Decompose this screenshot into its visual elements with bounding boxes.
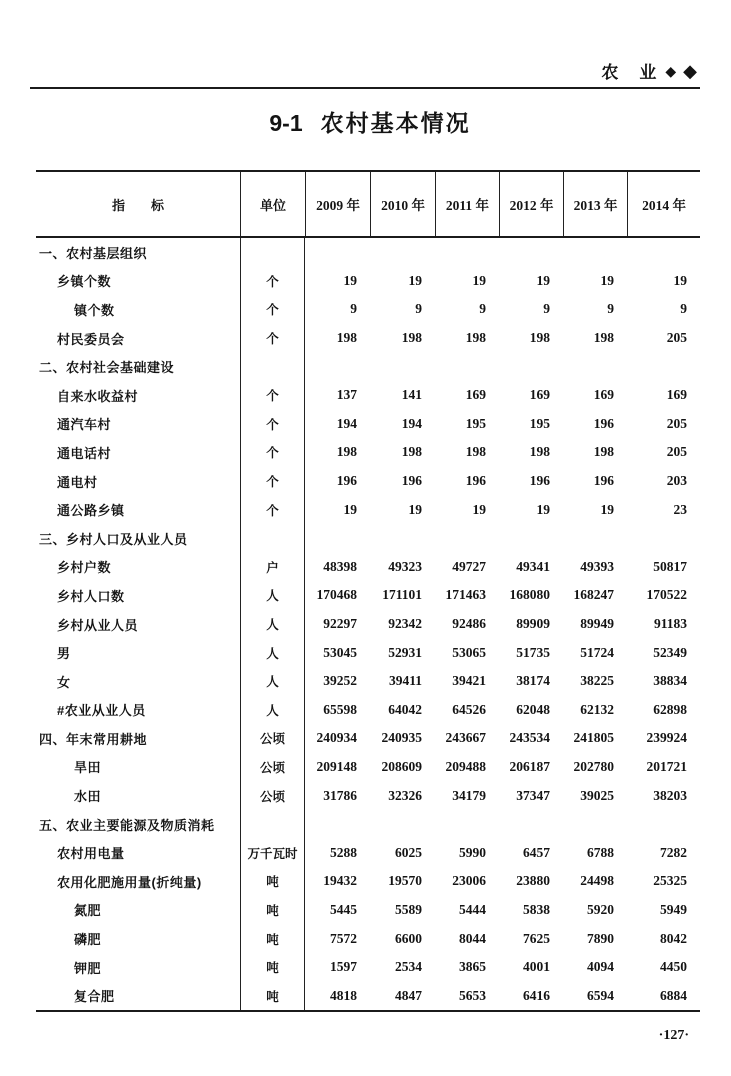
value-cell: 23 bbox=[673, 501, 687, 517]
indicator-cell: 五、农业主要能源及物质消耗 bbox=[39, 817, 215, 833]
value-cell bbox=[563, 810, 627, 839]
value-cell: 5653 bbox=[459, 987, 486, 1003]
value-cell bbox=[435, 238, 499, 267]
unit-cell bbox=[240, 524, 305, 553]
indicator-cell: 四、年末常用耕地 bbox=[39, 731, 148, 747]
header-year: 2009 年 bbox=[305, 172, 370, 236]
value-cell: 7572 bbox=[330, 930, 357, 946]
indicator-cell: 村民委员会 bbox=[57, 331, 125, 347]
value-cell: 9 bbox=[479, 301, 486, 317]
table-row bbox=[36, 638, 700, 667]
table-row bbox=[36, 610, 700, 639]
header-year: 2011 年 bbox=[435, 172, 499, 236]
unit-cell: 个 bbox=[240, 295, 305, 324]
unit-cell: 人 bbox=[240, 638, 305, 667]
value-cell: 137 bbox=[336, 387, 357, 403]
indicator-cell: 旱田 bbox=[74, 760, 102, 776]
value-cell: 8042 bbox=[660, 930, 687, 946]
table-row bbox=[36, 896, 700, 925]
value-cell: 31786 bbox=[323, 787, 357, 803]
value-cell: 91183 bbox=[653, 616, 687, 632]
unit-cell: 吨 bbox=[240, 953, 305, 982]
value-cell: 7890 bbox=[587, 930, 614, 946]
value-cell bbox=[305, 810, 370, 839]
value-cell: 62048 bbox=[516, 701, 550, 717]
unit-cell: 人 bbox=[240, 610, 305, 639]
indicator-cell: 通公路乡镇 bbox=[57, 503, 125, 519]
value-cell: 9 bbox=[607, 301, 614, 317]
value-cell: 23880 bbox=[516, 873, 550, 889]
value-cell: 206187 bbox=[509, 758, 550, 774]
value-cell: 7625 bbox=[523, 930, 550, 946]
header-year: 2013 年 bbox=[563, 172, 627, 236]
value-cell: 5445 bbox=[330, 901, 357, 917]
value-cell: 19 bbox=[408, 501, 422, 517]
table-row bbox=[36, 381, 700, 410]
value-cell bbox=[435, 810, 499, 839]
value-cell: 1597 bbox=[330, 959, 357, 975]
table-row bbox=[36, 953, 700, 982]
indicator-cell: 农村用电量 bbox=[57, 846, 125, 862]
table-row bbox=[36, 753, 700, 782]
value-cell: 195 bbox=[529, 415, 550, 431]
value-cell: 6884 bbox=[660, 987, 687, 1003]
value-cell: 196 bbox=[401, 473, 422, 489]
value-cell: 19 bbox=[472, 272, 486, 288]
unit-cell: 吨 bbox=[240, 924, 305, 953]
indicator-cell: 三、乡村人口及从业人员 bbox=[39, 531, 188, 547]
value-cell: 168080 bbox=[509, 587, 550, 603]
unit-cell: 个 bbox=[240, 438, 305, 467]
value-cell: 19 bbox=[536, 501, 550, 517]
value-cell: 203 bbox=[666, 473, 687, 489]
unit-cell: 吨 bbox=[240, 867, 305, 896]
value-cell: 196 bbox=[529, 473, 550, 489]
value-cell: 48398 bbox=[323, 558, 357, 574]
value-cell: 19 bbox=[472, 501, 486, 517]
value-cell: 39252 bbox=[323, 673, 357, 689]
value-cell: 196 bbox=[336, 473, 357, 489]
value-cell: 240934 bbox=[316, 730, 357, 746]
value-cell bbox=[563, 238, 627, 267]
table-number: 9-1 bbox=[269, 110, 303, 136]
value-cell: 39025 bbox=[580, 787, 614, 803]
table-row bbox=[36, 581, 700, 610]
indicator-cell: 乡村户数 bbox=[57, 560, 112, 576]
value-cell: 208609 bbox=[381, 758, 422, 774]
value-cell: 194 bbox=[336, 415, 357, 431]
table-header-row bbox=[36, 170, 700, 238]
value-cell: 170522 bbox=[646, 587, 687, 603]
unit-cell bbox=[240, 238, 305, 267]
value-cell: 4094 bbox=[587, 959, 614, 975]
value-cell: 64042 bbox=[388, 701, 422, 717]
value-cell: 198 bbox=[401, 444, 422, 460]
value-cell: 198 bbox=[529, 444, 550, 460]
table-row bbox=[36, 467, 700, 496]
value-cell: 49393 bbox=[580, 558, 614, 574]
table-body bbox=[36, 238, 700, 1012]
unit-cell: 公顷 bbox=[240, 753, 305, 782]
value-cell bbox=[499, 352, 563, 381]
value-cell: 4450 bbox=[660, 959, 687, 975]
value-cell: 198 bbox=[465, 444, 486, 460]
table-row bbox=[36, 295, 700, 324]
value-cell: 205 bbox=[666, 415, 687, 431]
statistics-table bbox=[36, 170, 700, 1012]
header-year: 2012 年 bbox=[499, 172, 563, 236]
unit-cell: 个 bbox=[240, 495, 305, 524]
value-cell: 205 bbox=[666, 444, 687, 460]
value-cell bbox=[627, 352, 700, 381]
indicator-cell: 水田 bbox=[74, 789, 102, 805]
table-row bbox=[36, 867, 700, 896]
value-cell: 243667 bbox=[445, 730, 486, 746]
value-cell: 198 bbox=[336, 444, 357, 460]
value-cell: 52931 bbox=[388, 644, 422, 660]
value-cell: 49727 bbox=[452, 558, 486, 574]
value-cell: 89949 bbox=[580, 616, 614, 632]
value-cell: 92342 bbox=[388, 616, 422, 632]
value-cell: 4001 bbox=[523, 959, 550, 975]
value-cell bbox=[435, 352, 499, 381]
value-cell: 32326 bbox=[388, 787, 422, 803]
indicator-cell: 通电话村 bbox=[57, 445, 112, 461]
value-cell: 171463 bbox=[445, 587, 486, 603]
value-cell: 37347 bbox=[516, 787, 550, 803]
value-cell: 39411 bbox=[388, 673, 422, 689]
value-cell: 9 bbox=[543, 301, 550, 317]
diamond-icon: ◆ bbox=[665, 62, 677, 79]
diamond-icon: ◆ bbox=[683, 60, 697, 81]
value-cell: 51724 bbox=[580, 644, 614, 660]
value-cell: 9 bbox=[415, 301, 422, 317]
value-cell: 23006 bbox=[452, 873, 486, 889]
page-number: ·127· bbox=[658, 1028, 689, 1043]
indicator-cell: 农用化肥施用量(折纯量) bbox=[57, 874, 202, 890]
value-cell: 92297 bbox=[323, 616, 357, 632]
indicator-cell: 一、农村基层组织 bbox=[39, 245, 148, 261]
value-cell: 6594 bbox=[587, 987, 614, 1003]
indicator-cell: 磷肥 bbox=[74, 932, 102, 948]
value-cell: 195 bbox=[465, 415, 486, 431]
value-cell: 9 bbox=[680, 301, 687, 317]
value-cell: 38203 bbox=[653, 787, 687, 803]
value-cell: 169 bbox=[666, 387, 687, 403]
value-cell bbox=[370, 810, 435, 839]
indicator-cell: 钾肥 bbox=[74, 960, 102, 976]
value-cell: 5444 bbox=[459, 901, 486, 917]
value-cell: 39421 bbox=[452, 673, 486, 689]
value-cell bbox=[435, 524, 499, 553]
value-cell: 92486 bbox=[452, 616, 486, 632]
indicator-cell: 乡村人口数 bbox=[57, 588, 125, 604]
value-cell: 38834 bbox=[653, 673, 687, 689]
table-row bbox=[36, 438, 700, 467]
value-cell: 52349 bbox=[653, 644, 687, 660]
table-row bbox=[36, 410, 700, 439]
value-cell: 198 bbox=[336, 330, 357, 346]
value-cell bbox=[499, 810, 563, 839]
value-cell: 19 bbox=[536, 272, 550, 288]
table-row bbox=[36, 724, 700, 753]
indicator-cell: 男 bbox=[57, 646, 71, 662]
value-cell bbox=[627, 524, 700, 553]
value-cell: 196 bbox=[465, 473, 486, 489]
value-cell bbox=[563, 524, 627, 553]
value-cell bbox=[627, 810, 700, 839]
value-cell: 6788 bbox=[587, 844, 614, 860]
value-cell: 2534 bbox=[395, 959, 422, 975]
unit-cell bbox=[240, 352, 305, 381]
unit-cell: 个 bbox=[240, 467, 305, 496]
unit-cell: 万千瓦时 bbox=[240, 838, 305, 867]
value-cell bbox=[627, 238, 700, 267]
indicator-cell: 复合肥 bbox=[74, 989, 115, 1005]
indicator-cell: 通电村 bbox=[57, 474, 98, 490]
unit-cell: 户 bbox=[240, 553, 305, 582]
value-cell: 5589 bbox=[395, 901, 422, 917]
value-cell: 5838 bbox=[523, 901, 550, 917]
value-cell: 19 bbox=[673, 272, 687, 288]
value-cell: 198 bbox=[529, 330, 550, 346]
value-cell: 6025 bbox=[395, 844, 422, 860]
value-cell: 5949 bbox=[660, 901, 687, 917]
value-cell: 6416 bbox=[523, 987, 550, 1003]
value-cell: 64526 bbox=[452, 701, 486, 717]
indicator-cell: 镇个数 bbox=[74, 302, 115, 318]
value-cell: 169 bbox=[593, 387, 614, 403]
value-cell: 49323 bbox=[388, 558, 422, 574]
value-cell: 19570 bbox=[388, 873, 422, 889]
value-cell: 171101 bbox=[382, 587, 422, 603]
value-cell: 38225 bbox=[580, 673, 614, 689]
value-cell: 169 bbox=[465, 387, 486, 403]
unit-cell: 个 bbox=[240, 410, 305, 439]
value-cell: 19 bbox=[408, 272, 422, 288]
value-cell: 243534 bbox=[509, 730, 550, 746]
chapter-label: 农 业 bbox=[601, 63, 659, 82]
value-cell: 24498 bbox=[580, 873, 614, 889]
unit-cell: 人 bbox=[240, 581, 305, 610]
value-cell: 5920 bbox=[587, 901, 614, 917]
table-row bbox=[36, 810, 700, 839]
value-cell: 7282 bbox=[660, 844, 687, 860]
unit-cell: 个 bbox=[240, 267, 305, 296]
header-year: 2014 年 bbox=[627, 172, 700, 236]
indicator-cell: 自来水收益村 bbox=[57, 388, 139, 404]
value-cell bbox=[305, 238, 370, 267]
value-cell: 196 bbox=[593, 415, 614, 431]
value-cell: 6457 bbox=[523, 844, 550, 860]
header-unit: 单位 bbox=[240, 172, 305, 236]
value-cell: 202780 bbox=[573, 758, 614, 774]
value-cell bbox=[370, 352, 435, 381]
value-cell: 53065 bbox=[452, 644, 486, 660]
table-row bbox=[36, 524, 700, 553]
value-cell: 4818 bbox=[330, 987, 357, 1003]
value-cell: 34179 bbox=[452, 787, 486, 803]
value-cell bbox=[305, 352, 370, 381]
value-cell: 198 bbox=[593, 330, 614, 346]
value-cell: 19 bbox=[343, 501, 357, 517]
value-cell: 170468 bbox=[316, 587, 357, 603]
value-cell: 209148 bbox=[316, 758, 357, 774]
value-cell: 3865 bbox=[459, 959, 486, 975]
value-cell: 38174 bbox=[516, 673, 550, 689]
value-cell: 205 bbox=[666, 330, 687, 346]
header-year: 2010 年 bbox=[370, 172, 435, 236]
value-cell: 239924 bbox=[646, 730, 687, 746]
value-cell: 201721 bbox=[646, 758, 687, 774]
value-cell bbox=[499, 524, 563, 553]
table-row bbox=[36, 667, 700, 696]
value-cell: 89909 bbox=[516, 616, 550, 632]
table-row bbox=[36, 352, 700, 381]
page-title bbox=[0, 105, 731, 138]
value-cell bbox=[305, 524, 370, 553]
table-row bbox=[36, 924, 700, 953]
value-cell: 25325 bbox=[653, 873, 687, 889]
value-cell: 4847 bbox=[395, 987, 422, 1003]
value-cell: 168247 bbox=[573, 587, 614, 603]
table-row bbox=[36, 553, 700, 582]
value-cell: 241805 bbox=[573, 730, 614, 746]
unit-cell: 个 bbox=[240, 324, 305, 353]
table-title-text: 农村基本情况 bbox=[320, 110, 471, 136]
indicator-cell: 女 bbox=[57, 674, 71, 690]
value-cell: 19432 bbox=[323, 873, 357, 889]
unit-cell: 公顷 bbox=[240, 781, 305, 810]
table-row bbox=[36, 324, 700, 353]
value-cell: 5990 bbox=[459, 844, 486, 860]
value-cell: 240935 bbox=[381, 730, 422, 746]
value-cell: 8044 bbox=[459, 930, 486, 946]
value-cell bbox=[499, 238, 563, 267]
value-cell: 6600 bbox=[395, 930, 422, 946]
value-cell: 198 bbox=[401, 330, 422, 346]
unit-cell: 吨 bbox=[240, 896, 305, 925]
value-cell bbox=[370, 238, 435, 267]
unit-cell: 吨 bbox=[240, 981, 305, 1010]
value-cell: 65598 bbox=[323, 701, 357, 717]
indicator-cell: 氮肥 bbox=[74, 903, 102, 919]
value-cell: 169 bbox=[529, 387, 550, 403]
indicator-cell: #农业从业人员 bbox=[57, 703, 146, 719]
unit-cell: 公顷 bbox=[240, 724, 305, 753]
value-cell: 5288 bbox=[330, 844, 357, 860]
table-row bbox=[36, 781, 700, 810]
chapter-header bbox=[601, 58, 697, 83]
header-divider bbox=[30, 87, 700, 89]
value-cell: 50817 bbox=[653, 558, 687, 574]
value-cell: 141 bbox=[401, 387, 422, 403]
value-cell: 51735 bbox=[516, 644, 550, 660]
value-cell: 62132 bbox=[580, 701, 614, 717]
indicator-cell: 乡村从业人员 bbox=[57, 617, 139, 633]
value-cell: 198 bbox=[593, 444, 614, 460]
value-cell: 194 bbox=[401, 415, 422, 431]
value-cell: 209488 bbox=[445, 758, 486, 774]
table-row bbox=[36, 238, 700, 267]
header-indicator: 指 标 bbox=[111, 197, 164, 213]
value-cell: 9 bbox=[350, 301, 357, 317]
unit-cell bbox=[240, 810, 305, 839]
value-cell: 19 bbox=[600, 272, 614, 288]
unit-cell: 个 bbox=[240, 381, 305, 410]
table-row bbox=[36, 696, 700, 725]
table-row bbox=[36, 981, 700, 1010]
indicator-cell: 通汽车村 bbox=[57, 417, 112, 433]
value-cell bbox=[563, 352, 627, 381]
indicator-cell: 乡镇个数 bbox=[57, 274, 112, 290]
table-row bbox=[36, 838, 700, 867]
value-cell: 19 bbox=[600, 501, 614, 517]
unit-cell: 人 bbox=[240, 696, 305, 725]
table-row bbox=[36, 267, 700, 296]
value-cell: 196 bbox=[593, 473, 614, 489]
value-cell: 198 bbox=[465, 330, 486, 346]
table-row bbox=[36, 495, 700, 524]
indicator-cell: 二、农村社会基础建设 bbox=[39, 360, 175, 376]
value-cell: 53045 bbox=[323, 644, 357, 660]
unit-cell: 人 bbox=[240, 667, 305, 696]
value-cell bbox=[370, 524, 435, 553]
value-cell: 19 bbox=[343, 272, 357, 288]
value-cell: 49341 bbox=[516, 558, 550, 574]
value-cell: 62898 bbox=[653, 701, 687, 717]
